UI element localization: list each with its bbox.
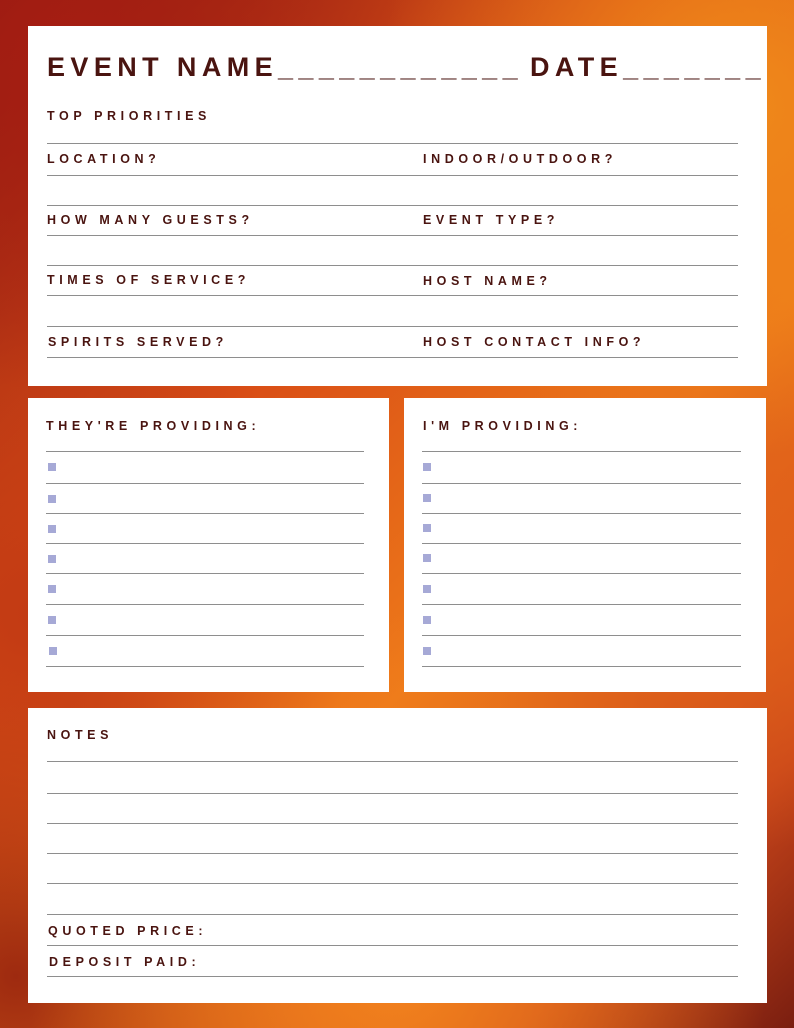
list-line[interactable]	[422, 451, 741, 452]
list-line[interactable]	[422, 573, 741, 574]
theyre-providing-title: THEY'RE PROVIDING:	[46, 419, 261, 433]
list-line[interactable]	[46, 635, 364, 636]
list-line[interactable]	[46, 451, 364, 452]
top-priorities-line[interactable]	[47, 143, 738, 144]
list-line[interactable]	[46, 666, 364, 667]
list-line[interactable]	[46, 573, 364, 574]
list-line[interactable]	[422, 635, 741, 636]
bullet-icon	[48, 525, 56, 533]
bullet-icon	[423, 585, 431, 593]
form-line[interactable]	[47, 205, 738, 206]
guests-line[interactable]	[47, 235, 738, 236]
theyre-providing-panel	[28, 398, 389, 692]
location-label: LOCATION?	[47, 152, 161, 166]
list-line[interactable]	[46, 483, 364, 484]
list-line[interactable]	[422, 604, 741, 605]
bullet-icon	[48, 463, 56, 471]
list-line[interactable]	[46, 513, 364, 514]
bullet-icon	[48, 585, 56, 593]
notes-line[interactable]	[47, 761, 738, 762]
deposit-paid-label: DEPOSIT PAID:	[49, 955, 201, 969]
times-of-service-label: TIMES OF SERVICE?	[47, 273, 250, 287]
list-line[interactable]	[46, 604, 364, 605]
date-heading: DATE_______	[530, 52, 767, 82]
host-name-label: HOST NAME?	[423, 274, 552, 288]
bullet-icon	[48, 495, 56, 503]
bullet-icon	[48, 616, 56, 624]
form-line[interactable]	[47, 326, 738, 327]
quoted-price-label: QUOTED PRICE:	[48, 924, 208, 938]
quoted-price-line[interactable]	[47, 945, 738, 946]
bullet-icon	[423, 647, 431, 655]
location-line[interactable]	[47, 175, 738, 176]
bullet-icon	[423, 554, 431, 562]
list-line[interactable]	[422, 543, 741, 544]
form-line[interactable]	[47, 265, 738, 266]
notes-line[interactable]	[47, 823, 738, 824]
list-line[interactable]	[46, 543, 364, 544]
notes-line[interactable]	[47, 883, 738, 884]
guests-label: HOW MANY GUESTS?	[47, 213, 254, 227]
bullet-icon	[423, 616, 431, 624]
notes-line[interactable]	[47, 914, 738, 915]
notes-title: NOTES	[47, 728, 114, 742]
host-contact-label: HOST CONTACT INFO?	[423, 335, 646, 349]
times-line[interactable]	[47, 295, 738, 296]
deposit-paid-line[interactable]	[47, 976, 738, 977]
spirits-line[interactable]	[47, 357, 738, 358]
bullet-icon	[423, 463, 431, 471]
bullet-icon	[423, 494, 431, 502]
notes-line[interactable]	[47, 853, 738, 854]
spirits-served-label: SPIRITS SERVED?	[48, 335, 228, 349]
im-providing-title: I'M PROVIDING:	[423, 419, 583, 433]
bullet-icon	[48, 555, 56, 563]
list-line[interactable]	[422, 483, 741, 484]
event-type-label: EVENT TYPE?	[423, 213, 560, 227]
notes-line[interactable]	[47, 793, 738, 794]
bullet-icon	[423, 524, 431, 532]
list-line[interactable]	[422, 666, 741, 667]
bullet-icon	[49, 647, 57, 655]
im-providing-panel	[404, 398, 766, 692]
list-line[interactable]	[422, 513, 741, 514]
indoor-outdoor-label: INDOOR/OUTDOOR?	[423, 152, 617, 166]
event-name-heading: EVENT NAME____________	[47, 52, 524, 82]
top-priorities-label: TOP PRIORITIES	[47, 109, 211, 123]
